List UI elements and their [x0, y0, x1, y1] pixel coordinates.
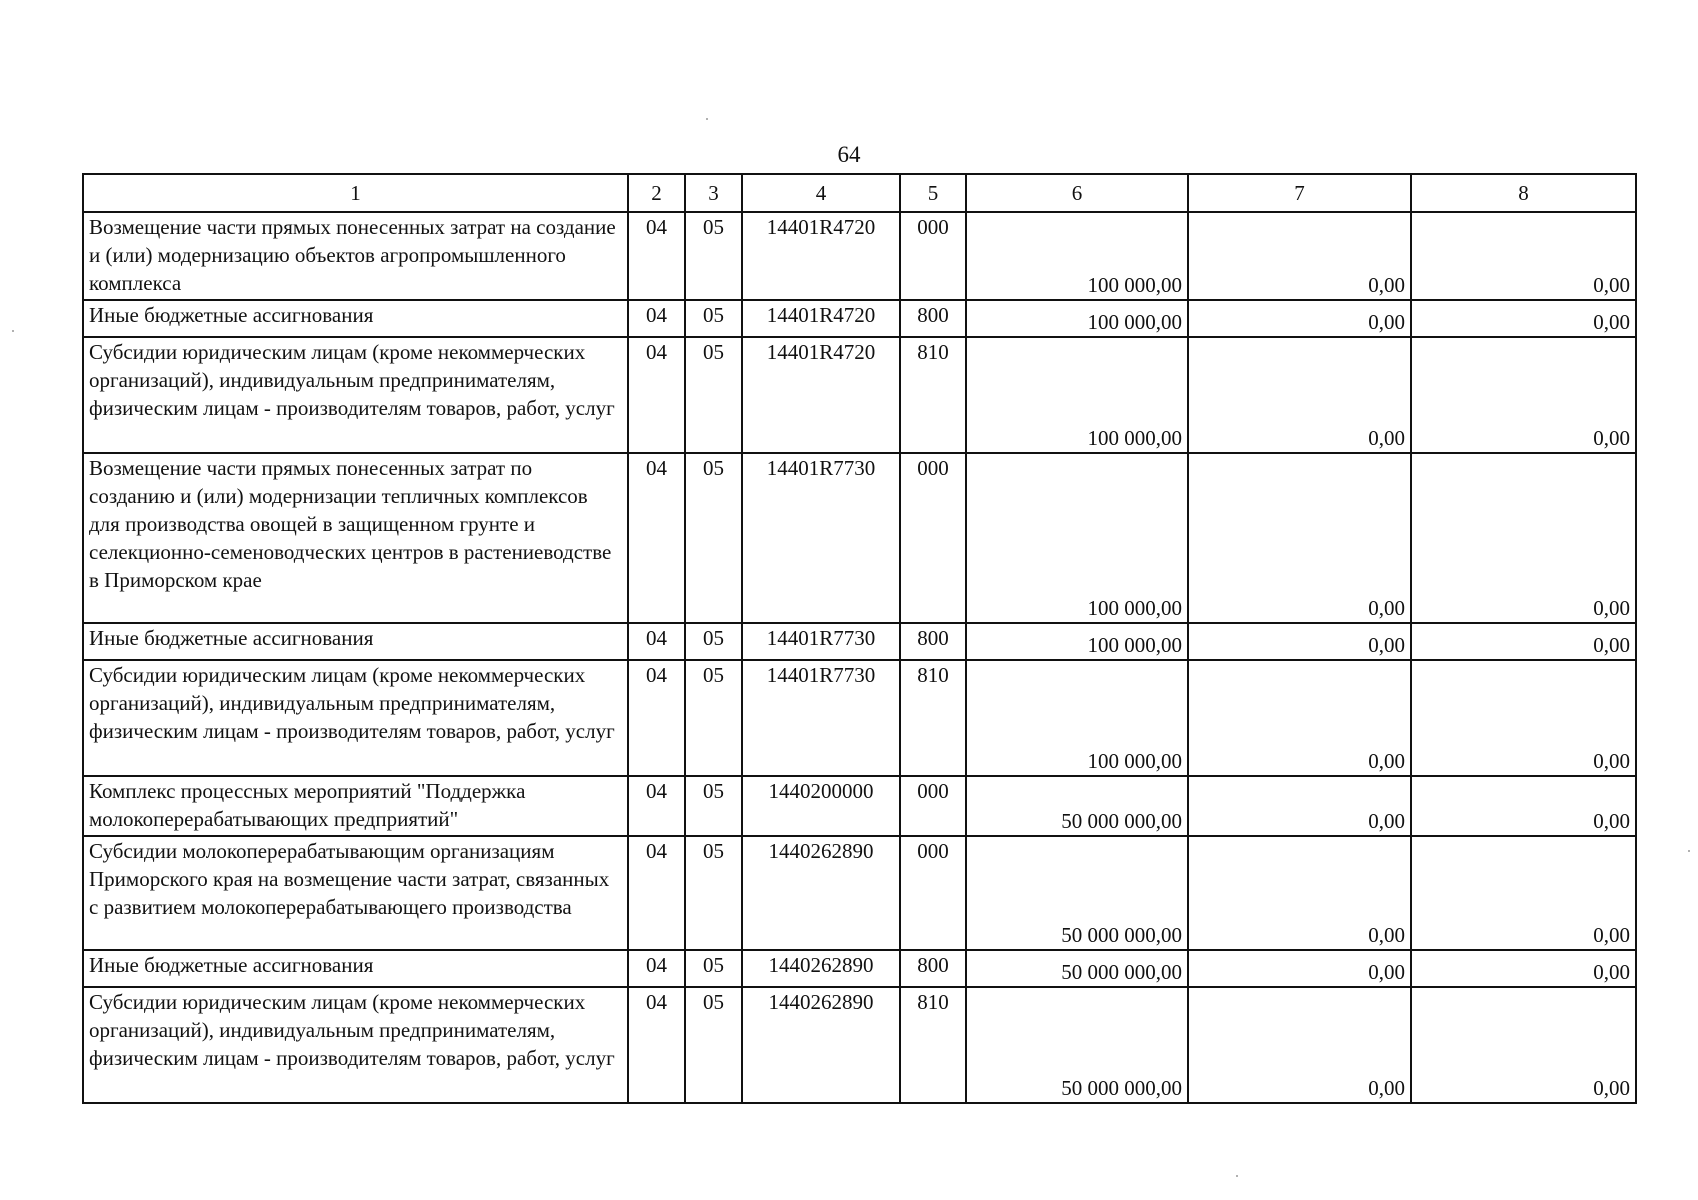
subsection-code: 05 — [685, 836, 742, 950]
amount-col6: 100 000,00 — [966, 660, 1188, 776]
table-row — [83, 950, 1636, 987]
amount-col8: 0,00 — [1411, 453, 1636, 623]
subsection-code: 05 — [685, 950, 742, 987]
amount-col8: 0,00 — [1411, 660, 1636, 776]
subsection-code: 05 — [685, 337, 742, 453]
row-name: Субсидии юридическим лицам (кроме некоммерческих организаций), индивидуальным предпринимателям, физическим лицам - производителям товаров, работ, услуг — [83, 337, 628, 453]
target-article-code: 14401R7730 — [742, 453, 900, 623]
amount-col6: 100 000,00 — [966, 623, 1188, 660]
amount-col6: 100 000,00 — [966, 212, 1188, 300]
target-article-code: 14401R7730 — [742, 623, 900, 660]
row-name: Субсидии юридическим лицам (кроме некоммерческих организаций), индивидуальным предпринимателям, физическим лицам - производителям товаров, работ, услуг — [83, 987, 628, 1103]
amount-col8: 0,00 — [1411, 623, 1636, 660]
subsection-code: 05 — [685, 660, 742, 776]
table-row — [83, 212, 1636, 300]
section-code: 04 — [628, 337, 685, 453]
table-row — [83, 776, 1636, 836]
scan-speck — [1688, 850, 1690, 852]
amount-col6: 100 000,00 — [966, 337, 1188, 453]
amount-col6: 50 000 000,00 — [966, 950, 1188, 987]
amount-col7: 0,00 — [1188, 623, 1411, 660]
expense-type-code: 000 — [900, 453, 966, 623]
header-row — [83, 174, 1636, 212]
subsection-code: 05 — [685, 300, 742, 337]
amount-col8: 0,00 — [1411, 776, 1636, 836]
row-name: Иные бюджетные ассигнования — [83, 950, 628, 987]
amount-col6: 50 000 000,00 — [966, 776, 1188, 836]
amount-col7: 0,00 — [1188, 776, 1411, 836]
expense-type-code: 810 — [900, 987, 966, 1103]
target-article-code: 1440262890 — [742, 987, 900, 1103]
row-name: Комплекс процессных мероприятий "Поддержка молокоперерабатывающих предприятий" — [83, 776, 628, 836]
amount-col7: 0,00 — [1188, 836, 1411, 950]
section-code: 04 — [628, 836, 685, 950]
expense-type-code: 000 — [900, 836, 966, 950]
amount-col8: 0,00 — [1411, 950, 1636, 987]
header-cell: 7 — [1188, 174, 1411, 212]
target-article-code: 14401R7730 — [742, 660, 900, 776]
amount-col7: 0,00 — [1188, 212, 1411, 300]
table-row — [83, 300, 1636, 337]
expense-type-code: 800 — [900, 300, 966, 337]
section-code: 04 — [628, 950, 685, 987]
row-name: Иные бюджетные ассигнования — [83, 623, 628, 660]
budget-table — [82, 173, 1637, 1104]
target-article-code: 14401R4720 — [742, 300, 900, 337]
amount-col8: 0,00 — [1411, 300, 1636, 337]
expense-type-code: 810 — [900, 337, 966, 453]
amount-col8: 0,00 — [1411, 212, 1636, 300]
subsection-code: 05 — [685, 623, 742, 660]
header-cell: 8 — [1411, 174, 1636, 212]
scan-speck — [1236, 1175, 1238, 1177]
row-name: Субсидии юридическим лицам (кроме некоммерческих организаций), индивидуальным предпринимателям, физическим лицам - производителям товаров, работ, услуг — [83, 660, 628, 776]
section-code: 04 — [628, 987, 685, 1103]
section-code: 04 — [628, 660, 685, 776]
header-cell: 1 — [83, 174, 628, 212]
section-code: 04 — [628, 776, 685, 836]
header-cell: 5 — [900, 174, 966, 212]
section-code: 04 — [628, 623, 685, 660]
header-cell: 2 — [628, 174, 685, 212]
target-article-code: 14401R4720 — [742, 212, 900, 300]
section-code: 04 — [628, 212, 685, 300]
section-code: 04 — [628, 453, 685, 623]
row-name: Иные бюджетные ассигнования — [83, 300, 628, 337]
row-name: Субсидии молокоперерабатывающим организациям Приморского края на возмещение части затрат, связанных с развитием молокоперерабатывающего производства — [83, 836, 628, 950]
amount-col7: 0,00 — [1188, 337, 1411, 453]
amount-col7: 0,00 — [1188, 453, 1411, 623]
amount-col7: 0,00 — [1188, 987, 1411, 1103]
amount-col8: 0,00 — [1411, 836, 1636, 950]
header-cell: 4 — [742, 174, 900, 212]
target-article-code: 1440200000 — [742, 776, 900, 836]
amount-col8: 0,00 — [1411, 337, 1636, 453]
amount-col7: 0,00 — [1188, 300, 1411, 337]
row-name: Возмещение части прямых понесенных затрат на создание и (или) модернизацию объектов агропромышленного комплекса — [83, 212, 628, 300]
target-article-code: 1440262890 — [742, 950, 900, 987]
scan-speck — [706, 118, 708, 120]
header-cell: 6 — [966, 174, 1188, 212]
scan-speck — [12, 330, 14, 332]
expense-type-code: 800 — [900, 623, 966, 660]
target-article-code: 14401R4720 — [742, 337, 900, 453]
table-row — [83, 660, 1636, 776]
section-code: 04 — [628, 300, 685, 337]
table-row — [83, 623, 1636, 660]
subsection-code: 05 — [685, 453, 742, 623]
amount-col6: 50 000 000,00 — [966, 987, 1188, 1103]
table-row — [83, 836, 1636, 950]
amount-col7: 0,00 — [1188, 950, 1411, 987]
amount-col7: 0,00 — [1188, 660, 1411, 776]
expense-type-code: 810 — [900, 660, 966, 776]
expense-type-code: 000 — [900, 776, 966, 836]
target-article-code: 1440262890 — [742, 836, 900, 950]
amount-col8: 0,00 — [1411, 987, 1636, 1103]
table-row — [83, 337, 1636, 453]
page-number: 64 — [837, 142, 861, 167]
table-row — [83, 453, 1636, 623]
amount-col6: 100 000,00 — [966, 453, 1188, 623]
row-name: Возмещение части прямых понесенных затрат по созданию и (или) модернизации тепличных комплексов для производства овощей в защищенном грунте и селекционно-семеноводческих центров в растениеводстве в Приморском крае — [83, 453, 628, 623]
expense-type-code: 800 — [900, 950, 966, 987]
subsection-code: 05 — [685, 212, 742, 300]
subsection-code: 05 — [685, 987, 742, 1103]
subsection-code: 05 — [685, 776, 742, 836]
expense-type-code: 000 — [900, 212, 966, 300]
amount-col6: 50 000 000,00 — [966, 836, 1188, 950]
amount-col6: 100 000,00 — [966, 300, 1188, 337]
header-cell: 3 — [685, 174, 742, 212]
table-row — [83, 987, 1636, 1103]
